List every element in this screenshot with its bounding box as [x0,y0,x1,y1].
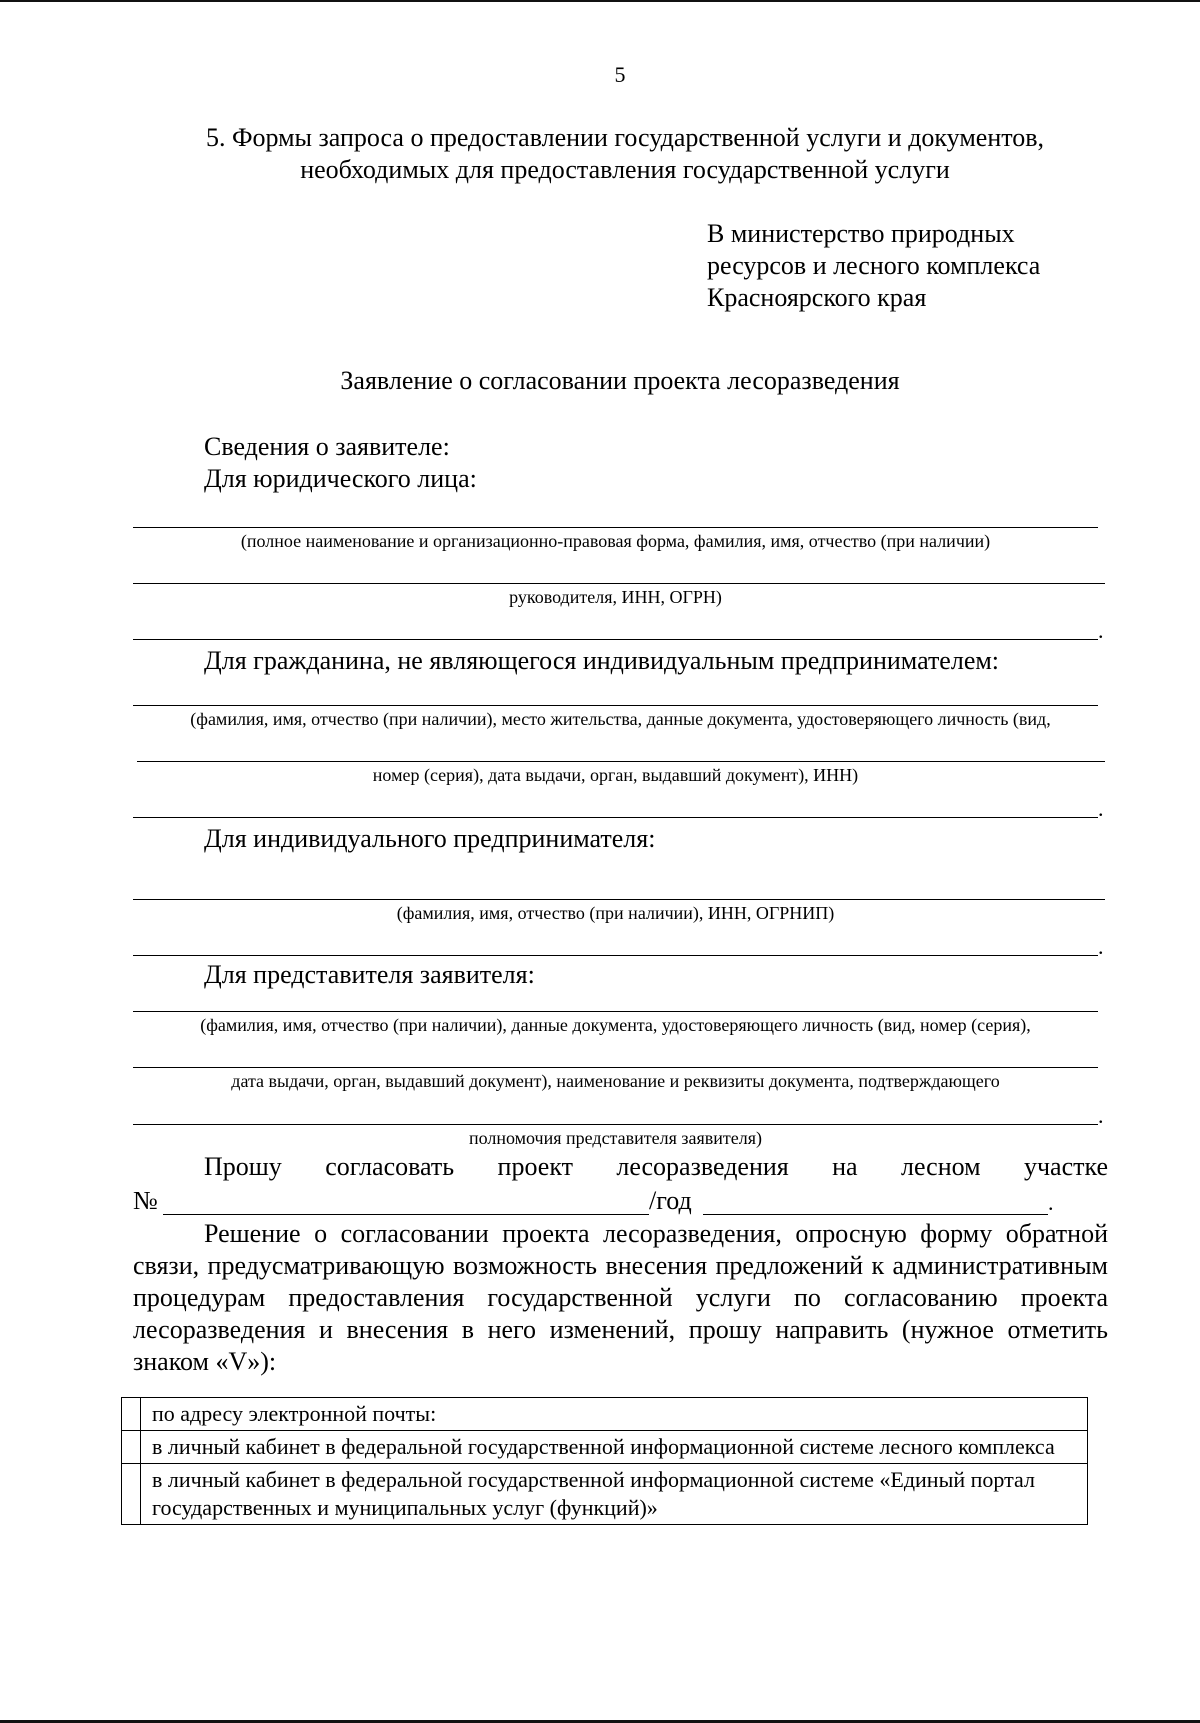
citizen-label: Для гражданина, не являющегося индивидуальным предпринимателем: [204,646,1000,675]
representative-field-1[interactable] [133,1011,1098,1012]
citizen-field-2[interactable] [137,761,1105,762]
year-label: /год [649,1186,692,1215]
ip-field-1[interactable] [133,899,1105,900]
period-mark: . [1098,934,1104,959]
delivery-option-row [122,1464,1088,1525]
request-text: Прошу согласовать проект лесоразведения на лесном участке [204,1152,1108,1181]
delivery-options-table [121,1397,1088,1525]
section-heading: 5. Формы запроса о предоставлении государственной услуги и документов, необходимых для предоставления государственной услуги [205,123,1045,184]
delivery-option-row [122,1398,1088,1431]
applicant-info-label: Сведения о заявителе: [204,432,450,461]
representative-hint: дата выдачи, орган, выдавший документ), наименование и реквизиты документа, подтверждающего [231,1071,1000,1091]
legal-entity-field-1[interactable] [133,527,1098,528]
option-label: по адресу электронной почты: [141,1398,1088,1431]
period-mark: . [1098,796,1104,821]
legal-entity-field-3[interactable] [133,639,1098,640]
ip-label: Для индивидуального предпринимателя: [204,824,656,853]
addressee-line: Красноярского края [707,283,927,312]
option-checkbox-gosuslugi[interactable] [122,1464,141,1525]
ip-field-2[interactable] [133,955,1098,956]
number-sign: № [133,1186,158,1215]
form-title: Заявление о согласовании проекта лесоразведения [340,366,900,395]
representative-hint: полномочия представителя заявителя) [468,1128,763,1148]
plot-number-field[interactable] [163,1214,649,1215]
option-checkbox-forest-system[interactable] [122,1431,141,1464]
page-top-border [0,0,1200,2]
legal-entity-field-2[interactable] [133,583,1105,584]
addressee-line: В министерство природных [707,219,1015,248]
representative-hint: (фамилия, имя, отчество (при наличии), данные документа, удостоверяющего личность (вид, номер (серия), [200,1015,1031,1035]
legal-entity-hint: (полное наименование и организационно-правовая форма, фамилия, имя, отчество (при наличии) [240,531,991,551]
representative-label: Для представителя заявителя: [204,960,535,989]
citizen-hint: (фамилия, имя, отчество (при наличии), место жительства, данные документа, удостоверяющего личность (вид, [190,709,1051,729]
option-checkbox-email[interactable] [122,1398,141,1431]
year-field[interactable] [703,1214,1048,1215]
option-label: в личный кабинет в федеральной государственной информационной системе лесного комплекса [141,1431,1088,1464]
legal-entity-hint: руководителя, ИНН, ОГРН) [509,587,722,607]
delivery-option-row [122,1431,1088,1464]
page-number: 5 [614,62,626,87]
addressee-line: ресурсов и лесного комплекса [707,251,1041,280]
decision-text: Решение о согласовании проекта лесоразведения, опросную форму обратной связи, предусматривающую возможность внесения предложений к административным процедурам предоставления государственной услуги по согласованию проекта лесоразведения и внесения в него изменений, прошу направить (нужное отметить знаком «V»): [133,1219,1108,1376]
period-mark: . [1098,1103,1104,1128]
ip-hint: (фамилия, имя, отчество (при наличии), ИНН, ОГРНИП) [396,903,835,923]
period-mark: . [1098,618,1104,643]
addressee-block [707,218,1040,314]
representative-field-2[interactable] [133,1067,1098,1068]
legal-entity-label: Для юридического лица: [204,464,477,493]
period-mark: . [1048,1190,1054,1215]
option-label: в личный кабинет в федеральной государственной информационной системе «Единый портал государственных и муниципальных услуг (функций)» [141,1464,1088,1525]
citizen-field-3[interactable] [133,817,1098,818]
representative-field-3[interactable] [133,1124,1098,1125]
citizen-field-1[interactable] [133,705,1098,706]
citizen-hint: номер (серия), дата выдачи, орган, выдавший документ), ИНН) [372,765,859,785]
